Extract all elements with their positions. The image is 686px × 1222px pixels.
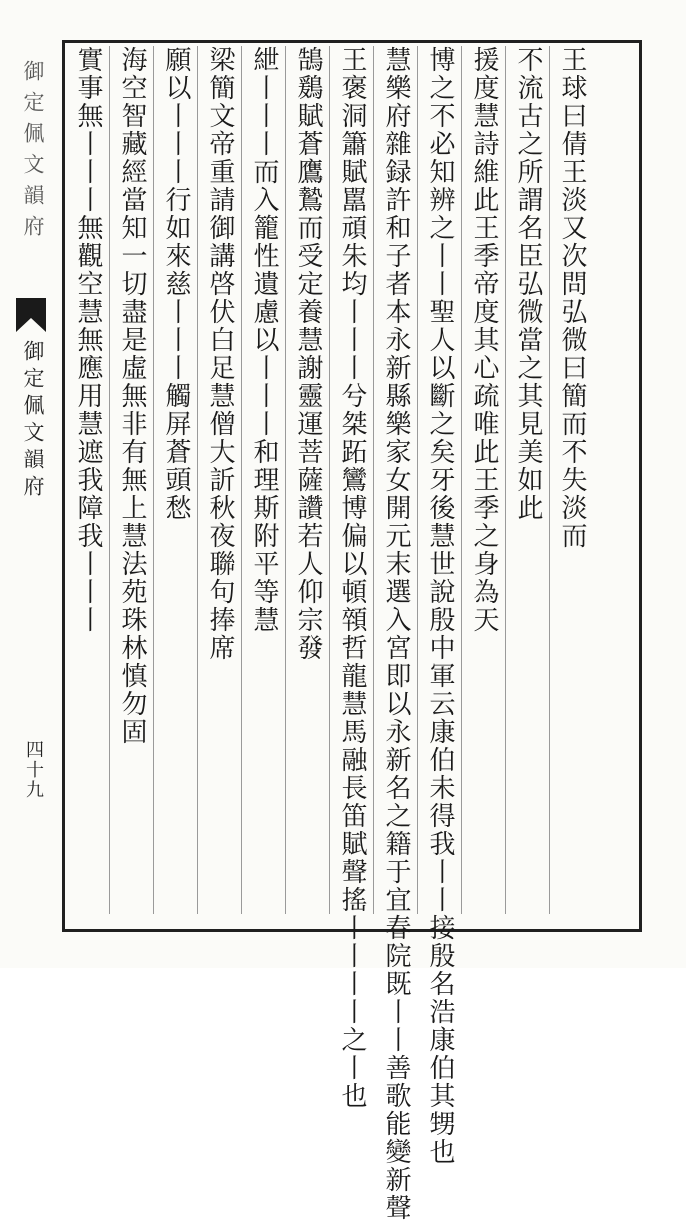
text-block [70, 46, 594, 1222]
page-number: 四十九 [23, 740, 44, 800]
text-column-11: 海空智藏經當知一切盡是虛無非有無上慧法苑珠林慎勿固 [117, 46, 147, 746]
text-column-7: 鵠鶢賦蒼鷹鷙而受定養慧謝靈運菩薩讚若人仰宗發 [293, 46, 323, 662]
page-gutter [0, 40, 62, 932]
text-column-12: 實事無丨丨丨無觀空慧無應用慧遮我障我丨丨丨 [73, 46, 103, 634]
text-column-2: 不流古之所謂名臣弘微當之其見美如此 [513, 46, 543, 522]
text-column-1: 王球曰倩王淡又次問弘微曰簡而不失淡而 [557, 46, 587, 550]
book-title: 御定佩文韻府 [21, 340, 45, 502]
text-column-3: 援度慧詩維此王季帝度其心疏唯此王季之身為天 [469, 46, 499, 634]
gutter-header-text: 御定佩文韻府 [21, 60, 45, 246]
fishtail-mark-icon [14, 298, 48, 332]
text-column-4: 博之不必知辨之丨丨聖人以斷之矣牙後慧世說殷中軍云康伯未得我丨丨接殷名浩康伯其甥也 [425, 46, 455, 1166]
text-column-6: 王褒洞簫賦嚚頑朱均丨丨丨兮桀跖鸞博偏以頓顇哲龍慧馬融長笛賦聲搖丨丨丨丨之丨也 [337, 46, 367, 1110]
text-column-10: 願以丨丨丨行如來慈丨丨丨觸屏蒼頭愁 [161, 46, 191, 522]
text-column-5: 慧樂府雜録許和子者本永新縣樂家女開元末選入宮即以永新名之籍于宜春院既丨丨善歌能變新聲 [381, 46, 411, 1222]
text-column-8: 紲丨丨丨而入籠性遺慮以丨丨丨和理斯附平等慧 [249, 46, 279, 634]
text-column-9: 梁簡文帝重請御講啓伏白足慧僧大訢秋夜聯句捧席 [205, 46, 235, 662]
